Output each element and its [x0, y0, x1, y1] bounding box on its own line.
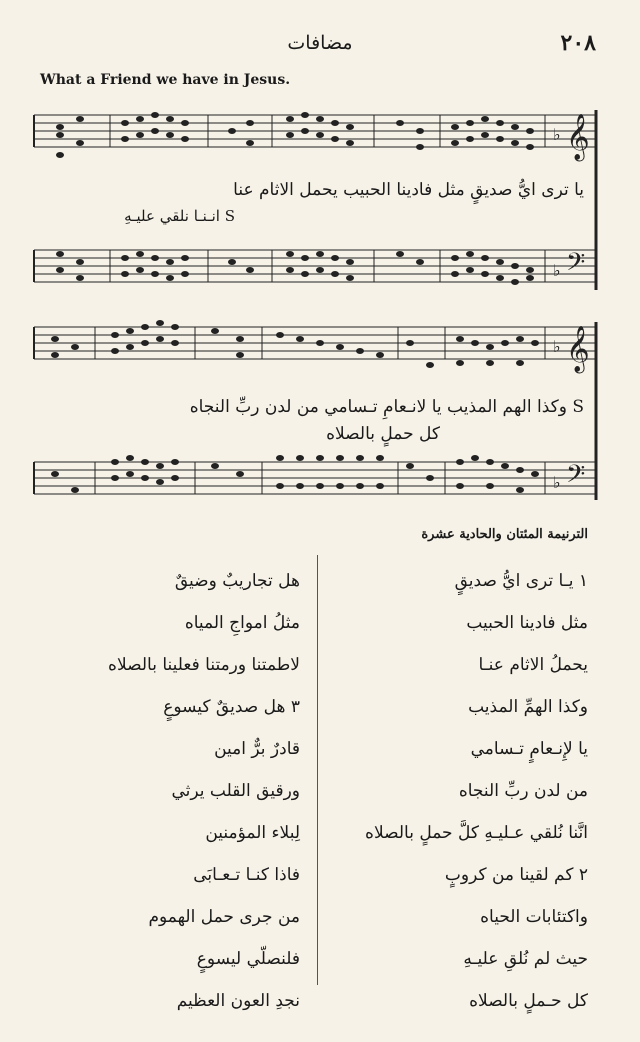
- svg-text:𝄢: 𝄢: [566, 460, 586, 495]
- verse-line: فاذا كنـا تـعـابَى: [193, 865, 300, 885]
- hymn-english-title: What a Friend we have in Jesus.: [40, 72, 291, 88]
- score-lyrics-2b: كل حملٍ بالصلاه: [326, 424, 440, 444]
- verse-line: لِبلاء المؤمنين: [205, 823, 300, 843]
- verse-line: من جرى حمل الهموم: [148, 907, 300, 927]
- verses-left-column: [40, 560, 300, 1022]
- verse-line: مثلُ امواجِ المياه: [184, 613, 300, 633]
- score-lyrics-1b: S انـنـا نلقي عليـهِ: [124, 207, 235, 225]
- verse-line: ورقيق القلب يرثي: [171, 781, 300, 801]
- svg-text:♭: ♭: [553, 261, 561, 280]
- svg-text:♭: ♭: [553, 473, 561, 492]
- svg-text:♭: ♭: [553, 125, 561, 144]
- verse-line: حيث لم نُلقِ عليـهِ: [463, 949, 588, 969]
- hymn-section-heading: الترنيمة المئتان والحادية عشرة: [421, 527, 588, 542]
- score-lyrics-2a: S وكذا الهم المذيب يا لانـعامِ تـسامي من لدن ربِّ النجاه: [189, 397, 584, 417]
- column-divider: [317, 555, 318, 985]
- verse-line: انَّنا نُلقي عـليـهِ كلَّ حملٍ بالصلاه: [365, 823, 588, 843]
- svg-text:𝄞: 𝄞: [566, 326, 590, 372]
- page-number: ٢٠٨: [560, 30, 596, 56]
- verse-line: كل حـملٍ بالصلاه: [469, 991, 588, 1011]
- verse-line: قادرٌ برٌّ امين: [214, 739, 300, 759]
- verse-line: مثل فادينا الحبيب: [466, 613, 588, 633]
- verse-line: يا لإِنـعامٍ تـسامي: [470, 739, 588, 759]
- verse-line: ٣ هل صديقٌ كيسوعٍ: [163, 697, 300, 717]
- verse-line: لاطمتنا ورمتنا فعلينا بالصلاه: [108, 655, 300, 675]
- verse-line: من لدن ربِّ النجاه: [458, 781, 588, 801]
- verse-line: ٢ كم لقينا من كروبٍ: [444, 865, 588, 885]
- verse-line: وكذا الهمِّ المذيب: [468, 697, 588, 717]
- verse-line: هل تجاريبٌ وضيقٌ: [174, 571, 300, 591]
- verse-line: نجدِ العون العظيم: [176, 991, 300, 1011]
- verses-right-column: [328, 560, 588, 1022]
- svg-text:♭: ♭: [553, 337, 561, 356]
- svg-text:𝄢: 𝄢: [566, 248, 586, 283]
- verse-line: فلنصلّي ليسوعٍ: [196, 949, 300, 969]
- svg-text:𝄞: 𝄞: [566, 114, 590, 160]
- verse-line: واكتئابات الحياه: [480, 907, 588, 927]
- verse-line: ١ يـا ترى ايُّ صديقٍ: [454, 571, 588, 591]
- page-header-title: مضافات: [287, 32, 353, 54]
- verse-line: يحملُ الاثام عنـا: [478, 655, 588, 675]
- score-lyrics-1a: يا ترى ايُّ صديقٍ مثل فادينا الحبيب يحمل الاثام عنا: [233, 180, 584, 200]
